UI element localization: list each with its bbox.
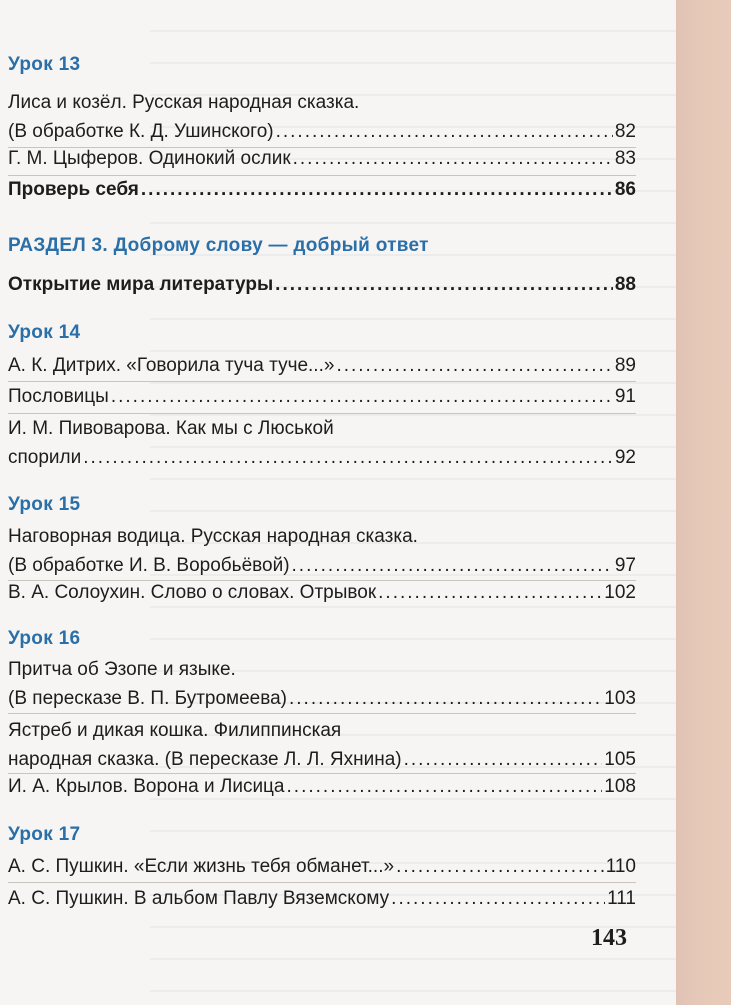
lesson-15-heading: Урок 15 (8, 494, 81, 515)
divider (8, 713, 636, 714)
entry-page: 97 (614, 555, 636, 576)
toc-entry-pushkin-if-life (8, 852, 636, 881)
entry-title: И. А. Крылов. Ворона и Лисица (8, 776, 285, 797)
entry-page: 110 (605, 856, 636, 877)
leader-dots (293, 144, 613, 173)
entry-title-line1: Ястреб и дикая кошка. Филиппинская (8, 720, 342, 741)
toc-entry-krylov (8, 772, 636, 801)
entry-title: В. А. Солоухин. Слово о словах. Отрывок (8, 582, 377, 603)
entry-page: 111 (607, 888, 636, 909)
toc-entry-check-yourself-1 (8, 175, 636, 204)
entry-page: 108 (604, 776, 636, 797)
toc-entry-pushkin-album (8, 884, 636, 913)
leader-dots (111, 382, 613, 411)
leader-dots (289, 684, 602, 713)
entry-title: А. К. Дитрих. «Говорила туча туче...» (8, 355, 335, 376)
entry-title-line2: народная сказка. (В пересказе Л. Л. Яхнина) (8, 749, 402, 770)
lesson-16-heading: Урок 16 (8, 628, 81, 649)
toc-entry-opening-literature (8, 270, 636, 299)
entry-title-line1: Лиса и козёл. Русская народная сказка. (8, 92, 360, 113)
entry-page: 89 (614, 355, 636, 376)
entry-page: 91 (614, 386, 636, 407)
entry-title-line1: И. М. Пивоварова. Как мы с Люськой (8, 418, 334, 439)
entry-title: Проверь себя (8, 179, 139, 200)
lesson-14-heading: Урок 14 (8, 322, 81, 343)
leader-dots (141, 175, 613, 204)
leader-dots (292, 551, 613, 580)
toc-entry-aesop (8, 655, 636, 713)
entry-page: 92 (614, 447, 636, 468)
leader-dots (287, 772, 603, 801)
entry-page: 86 (614, 179, 636, 200)
entry-title: Пословицы (8, 386, 109, 407)
entry-title-line2: (В пересказе В. П. Бутромеева) (8, 688, 287, 709)
entry-title-line1: Наговорная водица. Русская народная сказка. (8, 526, 418, 547)
toc-entry-fox-and-goat (8, 88, 636, 146)
entry-title-line2: (В обработке К. Д. Ушинского) (8, 121, 274, 142)
toc-entry-proverbs (8, 382, 636, 411)
toc-entry-ditrikh (8, 351, 636, 380)
leader-dots (391, 884, 605, 913)
entry-page: 105 (604, 749, 636, 770)
section-3-heading: РАЗДЕЛ 3. Доброму слову — добрый ответ (8, 235, 429, 256)
entry-title-line1: Притча об Эзопе и языке. (8, 659, 236, 680)
leader-dots (275, 270, 613, 299)
lesson-17-heading: Урок 17 (8, 824, 81, 845)
lesson-13-heading: Урок 13 (8, 54, 81, 75)
toc-entry-magic-water (8, 522, 636, 580)
leader-dots (336, 351, 612, 380)
entry-page: 103 (604, 688, 636, 709)
leader-dots (83, 443, 613, 472)
leader-dots (378, 578, 602, 607)
leader-dots (396, 852, 604, 881)
entry-page: 82 (614, 121, 636, 142)
entry-title-line2: (В обработке И. В. Воробьёвой) (8, 555, 290, 576)
page-number: 143 (591, 925, 627, 951)
divider (8, 882, 636, 883)
toc-entry-hawk-and-cat (8, 716, 636, 774)
entry-title-line2: спорили (8, 447, 82, 468)
entry-page: 88 (614, 274, 636, 295)
entry-title: А. С. Пушкин. В альбом Павлу Вяземскому (8, 888, 390, 909)
toc-entry-pivovarova (8, 414, 636, 472)
entry-title: Г. М. Цыферов. Одинокий ослик (8, 148, 291, 169)
page-edge (676, 0, 731, 1005)
entry-title: А. С. Пушкин. «Если жизнь тебя обманет...» (8, 856, 395, 877)
toc-entry-lonely-donkey (8, 144, 636, 173)
leader-dots (276, 117, 613, 146)
entry-page: 83 (614, 148, 636, 169)
leader-dots (404, 745, 603, 774)
toc-entry-soloukhin (8, 578, 636, 607)
entry-title: Открытие мира литературы (8, 274, 274, 295)
entry-page: 102 (604, 582, 636, 603)
